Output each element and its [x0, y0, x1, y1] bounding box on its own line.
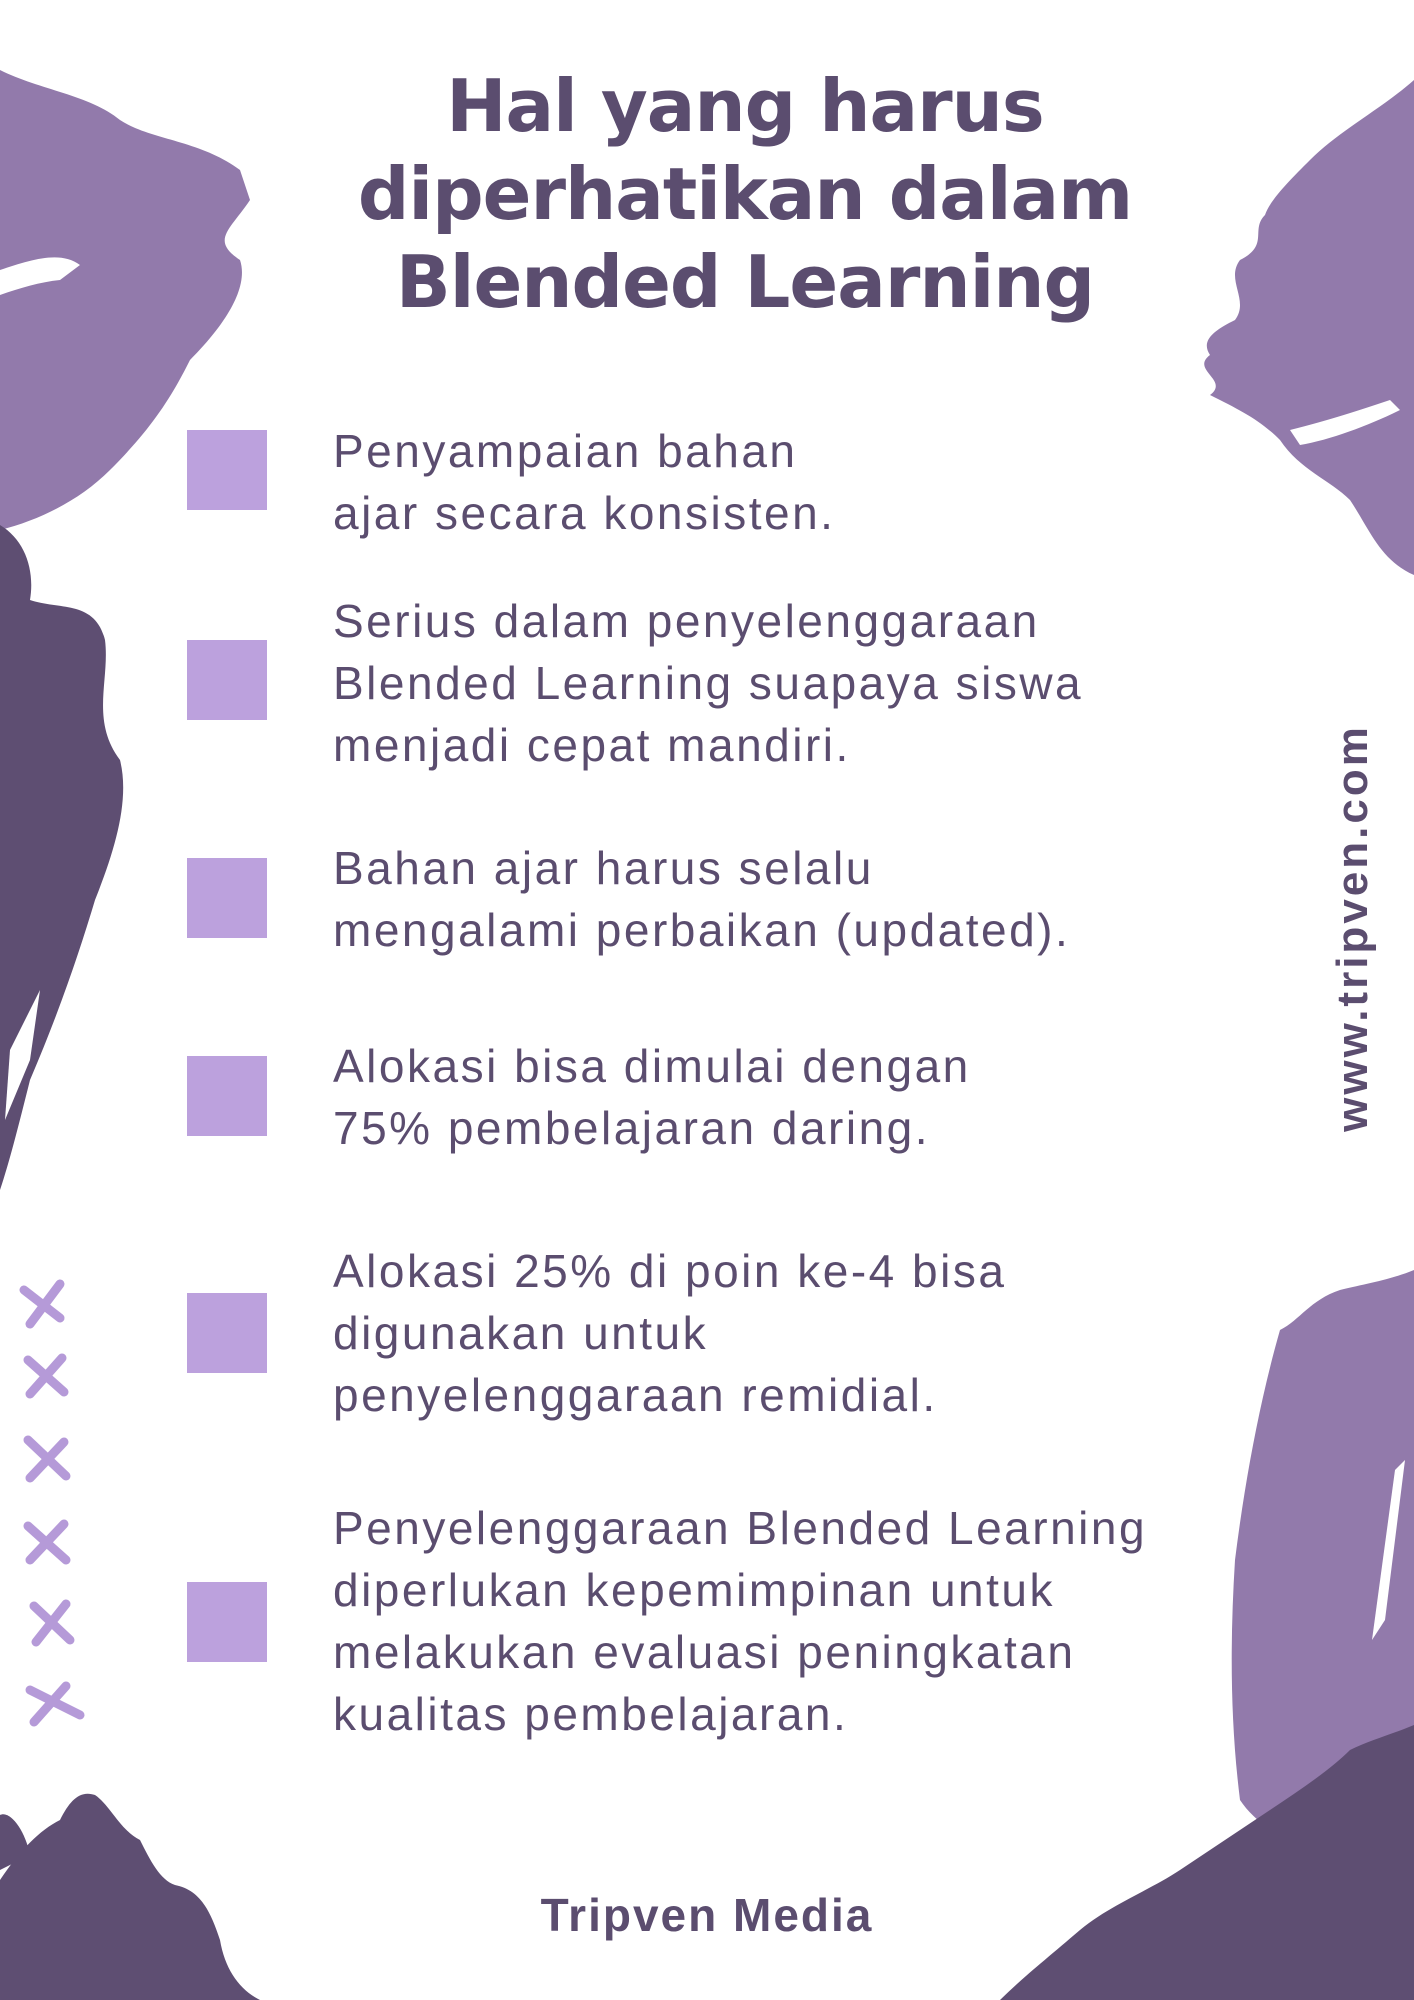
x-mark: [28, 1524, 66, 1560]
title-line: diperhatikan dalam: [357, 152, 1133, 236]
page-title: [300, 62, 1190, 326]
brush-stroke-bottom-left: [0, 1794, 260, 2000]
x-mark: [28, 1440, 66, 1478]
checklist-item-text: Alokasi 25% di poin ke-4 bisa digunakan untuk penyelenggaraan remidial.: [333, 1245, 1007, 1421]
square-bullet: [187, 640, 267, 720]
checklist-item-text: Penyelenggaraan Blended Learning diperlukan kepemimpinan untuk melakukan evaluasi peningkatan kualitas pembelajaran.: [333, 1502, 1148, 1740]
x-marks-decoration: [24, 1284, 80, 1722]
checklist-item-text: Serius dalam penyelenggaraan Blended Learning suapaya siswa menjadi cepat mandiri.: [333, 595, 1084, 771]
title-line: Blended Learning: [395, 240, 1095, 324]
brush-stroke-left: [0, 525, 123, 1190]
square-bullet: [187, 1056, 267, 1136]
checklist-item-text: Bahan ajar harus selalu mengalami perbaikan (updated).: [333, 842, 1071, 956]
x-mark: [28, 1358, 64, 1394]
square-bullet: [187, 1582, 267, 1662]
brand-name: Tripven Media: [540, 1889, 874, 1941]
brush-stroke-bottom-right-dark: [1000, 1725, 1414, 2000]
checklist-item-text: Alokasi bisa dimulai dengan 75% pembelajaran daring.: [333, 1040, 971, 1154]
square-bullet: [187, 1293, 267, 1373]
checklist-item-text: Penyampaian bahan ajar secara konsisten.: [333, 425, 836, 539]
brush-stroke-top-right: [1204, 80, 1414, 575]
x-mark: [34, 1604, 70, 1642]
website-url: www.tripven.com: [1328, 724, 1377, 1132]
title-line: Hal yang harus: [446, 64, 1044, 148]
x-mark: [30, 1686, 80, 1722]
square-bullet: [187, 858, 267, 938]
x-mark: [24, 1284, 60, 1324]
square-bullet: [187, 430, 267, 510]
